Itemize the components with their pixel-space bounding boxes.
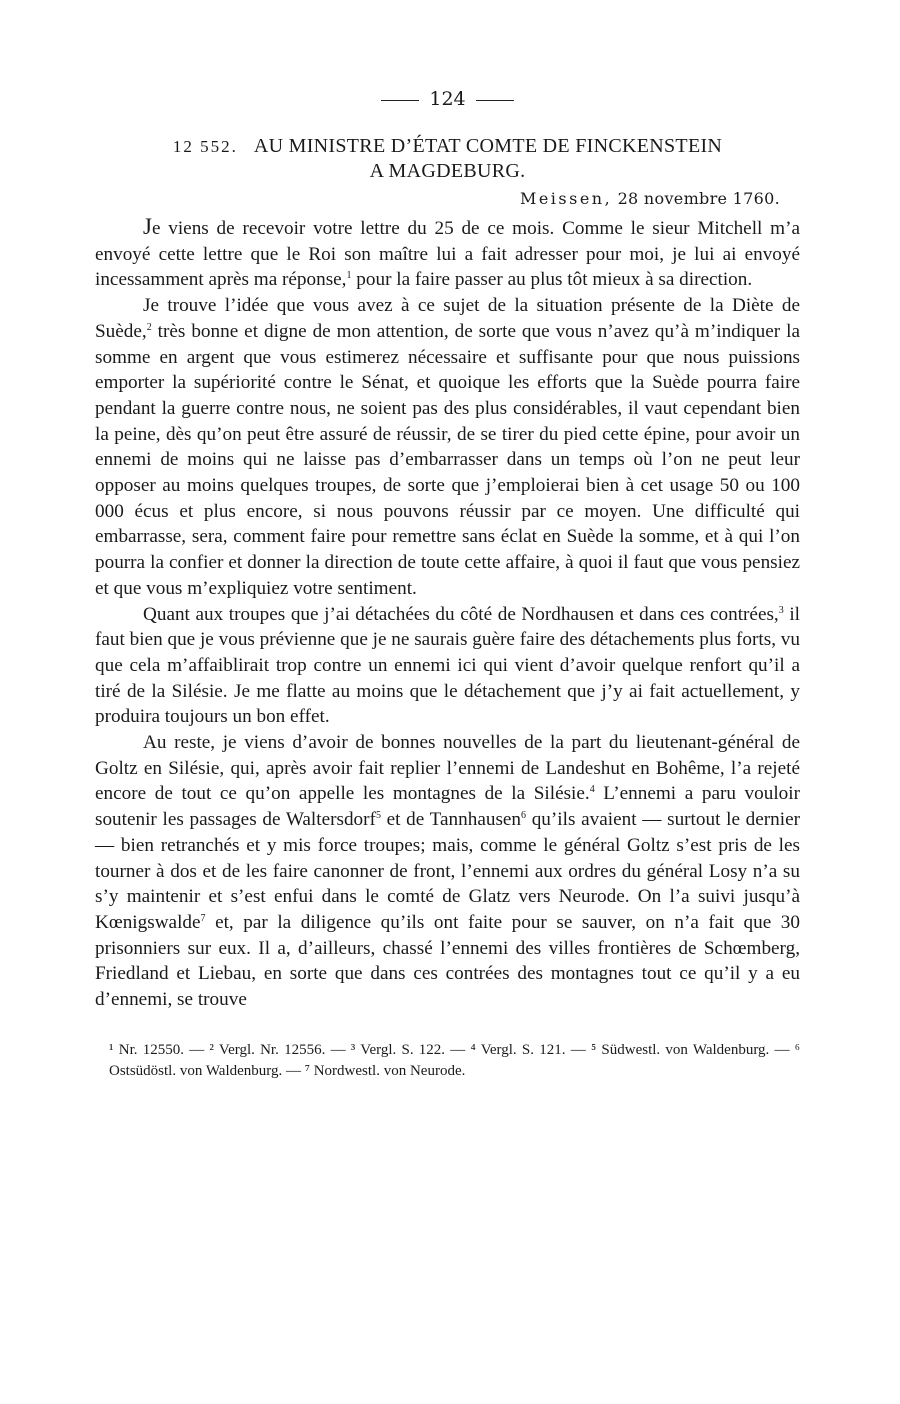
paragraph-text: qu’ils avaient — surtout le dernier — bien retranchés et y mis force troupes; mais, comme le général Goltz s’est pris de les tourner à dos et de les faire canonner de front, l’ennemi aux ordres du général Losy n’a su s’y maintenir et s’est enfui dans le comté de Glatz vers Neurode. On l’a suivi jusqu’à Kœnigswalde — [95, 809, 800, 933]
paragraph-text: L’ennemi a paru vouloir soutenir les passages de Waltersdorf — [95, 783, 800, 831]
paragraph-text: et de Tannhausen — [380, 809, 522, 831]
footnote-ref: 6 — [521, 810, 527, 822]
footnote-ref: 5 — [375, 810, 381, 822]
paragraph-1 — [95, 214, 800, 293]
letter-body — [95, 214, 800, 1013]
letter-heading — [95, 134, 800, 183]
paragraph-text: e viens de recevoir votre lettre du 25 de ce mois. Comme le sieur Mitchell m’a envoyé cette lettre que le Roi son maître lui a fait adresser pour moi, je lui ai envoyé incessamment après ma réponse, — [95, 218, 800, 291]
initial-letter: J — [143, 214, 152, 239]
footnote-ref: 7 — [200, 912, 206, 924]
paragraph-text: Au reste, je viens d’avoir de bonnes nouvelles de la part du lieutenant-général de Goltz en Silésie, qui, après avoir fait replier l’ennemi de Landeshut en Bohême, l’a rejeté encore de tout ce qu’on appelle les montagnes de la Silésie. — [95, 732, 800, 805]
footnotes: ¹ Nr. 12550. — ² Vergl. Nr. 12556. — ³ Vergl. S. 122. — ⁴ Vergl. S. 121. — ⁵ Südwestl. von Waldenburg. — ⁶ Ostsüdöstl. von Waldenburg. — ⁷ Nordwestl. von Neurode. — [109, 1041, 800, 1079]
paragraph-text: Je trouve l’idée que vous avez à ce sujet de la situation présente de la Diète de Suède, — [95, 295, 800, 342]
document-page — [95, 88, 800, 1082]
letter-number: 12 552. — [172, 137, 238, 156]
page-number-line — [95, 88, 800, 110]
dateline — [95, 189, 780, 208]
rule-right — [476, 100, 514, 101]
paragraph-4 — [95, 730, 800, 1013]
paragraph-text: très bonne et digne de mon attention, de sorte que vous n’avez qu’à m’indiquer la somme en argent que vous estimerez nécessaire et suffisante pour que nous puissions emporter la supériorité contre le Sénat, et quoique les efforts que la Suède pourra faire pendant la guerre contre nous, ne soient pas des plus considérables, il vaut cependant bien la peine, dès qu’on peut être assuré de réussir, de se tirer du pied cette épine, pour avoir un ennemi de moins qui ne laisse pas d’embarrasser dans un temps où l’on ne peut leur opposer au moins quelques troupes, de sorte que j’emploierai bien à cet usage 50 ou 100 000 écus et plus encore, si nous pouvons réussir par ce moyen. Une difficulté qui embarrasse, sera, comment faire pour remettre sans éclat en Suède la somme, et à qui l’on pourra la confier et donner la direction de toute cette affaire, à quoi il faut que vous pensiez et que vous m’expliquiez votre sentiment. — [95, 320, 800, 599]
paragraph-3 — [95, 602, 800, 731]
letter-title-line2: A MAGDEBURG. — [369, 160, 526, 182]
paragraph-text: il faut bien que je vous prévienne que je ne saurais guère faire des détachements plus forts, vu que cela m’affaiblirait trop contre un ennemi ici qui vient d’avoir quelque renfort qu’il a tiré de la Silésie. Je me flatte au moins que le détachement que j’y ai fait actuellement, y produira toujours un bon effet. — [95, 603, 800, 728]
date: 28 novembre 1760. — [617, 189, 780, 208]
footnote-ref: 3 — [778, 604, 784, 616]
rule-left — [381, 100, 419, 101]
paragraph-2 — [95, 293, 800, 601]
footnote-ref: 1 — [346, 270, 352, 282]
footnote-ref: 2 — [146, 321, 152, 333]
page-number: 124 — [429, 88, 466, 110]
paragraph-text: et, par la diligence qu’ils ont faite pour se sauver, on n’a fait que 30 prisonniers sur eux. Il a, d’ailleurs, chassé l’ennemi des villes frontières de Schœmberg, Friedland et Liebau, en sorte que dans ces contrées des montagnes tout ce qu’il y a eu d’ennemi, se trouve — [95, 911, 800, 1011]
paragraph-text: Quant aux troupes que j’ai détachées du côté de Nordhausen et dans ces contrées, — [143, 603, 779, 625]
place: Meissen, — [519, 189, 613, 208]
footnote-ref: 4 — [589, 784, 595, 796]
letter-title-line1: AU MINISTRE D’ÉTAT COMTE DE FINCKENSTEIN — [253, 135, 723, 157]
paragraph-text: pour la faire passer au plus tôt mieux à sa direction. — [351, 269, 753, 291]
